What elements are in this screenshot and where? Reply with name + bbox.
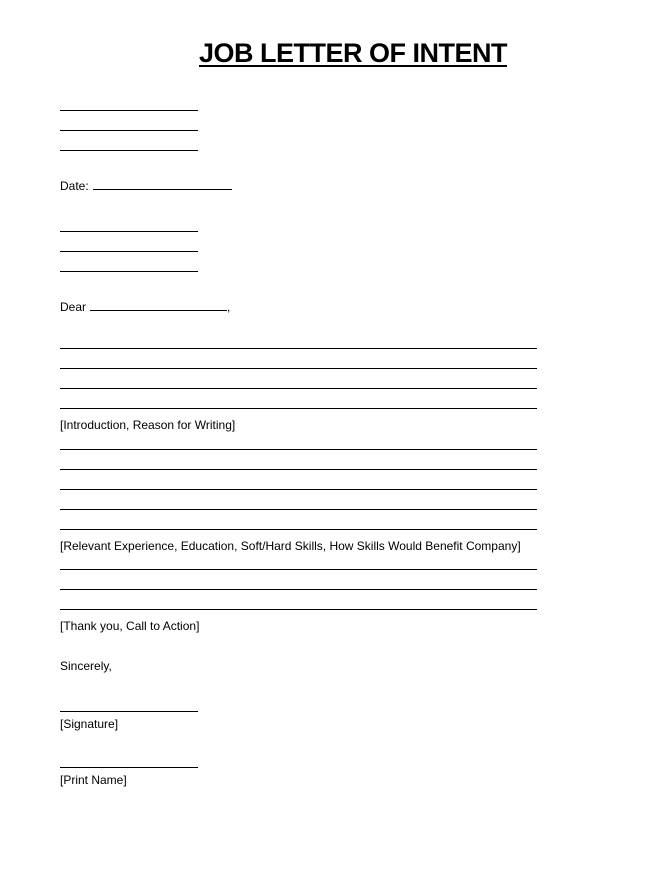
date-label: Date: (60, 179, 89, 193)
signature-label: [Signature] (60, 717, 119, 731)
paragraph-2-line-3[interactable] (60, 489, 537, 490)
print-name-label: [Print Name] (60, 773, 127, 787)
paragraph-2-line-5[interactable] (60, 529, 537, 530)
section-3-placeholder: [Thank you, Call to Action] (60, 619, 200, 633)
closing-text: Sincerely, (60, 659, 112, 673)
paragraph-1-line-4[interactable] (60, 408, 537, 409)
paragraph-3-line-3[interactable] (60, 609, 537, 610)
paragraph-3-line-2[interactable] (60, 589, 537, 590)
paragraph-1-line-1[interactable] (60, 348, 537, 349)
print-name-line[interactable] (60, 767, 198, 768)
document-title: JOB LETTER OF INTENT (198, 38, 507, 68)
salutation-label: Dear (60, 300, 87, 314)
recipient-name-field[interactable] (90, 300, 227, 311)
paragraph-1-line-2[interactable] (60, 368, 537, 369)
section-1-placeholder: [Introduction, Reason for Writing] (60, 418, 236, 432)
recipient-address-line-1[interactable] (60, 231, 198, 232)
sender-address-line-1[interactable] (60, 110, 198, 111)
paragraph-3-line-1[interactable] (60, 569, 537, 570)
paragraph-2-line-1[interactable] (60, 449, 537, 450)
recipient-address-line-3[interactable] (60, 271, 198, 272)
recipient-address-line-2[interactable] (60, 251, 198, 252)
paragraph-2-line-2[interactable] (60, 469, 537, 470)
salutation-comma: , (227, 300, 231, 314)
paragraph-1-line-3[interactable] (60, 388, 537, 389)
sender-address-line-2[interactable] (60, 130, 198, 131)
paragraph-2-line-4[interactable] (60, 509, 537, 510)
section-2-placeholder: [Relevant Experience, Education, Soft/Hard Skills, How Skills Would Benefit Company] (60, 539, 521, 553)
signature-line[interactable] (60, 711, 198, 712)
date-field[interactable] (93, 179, 232, 190)
sender-address-line-3[interactable] (60, 150, 198, 151)
salutation-row (60, 300, 230, 314)
date-row (60, 179, 232, 193)
